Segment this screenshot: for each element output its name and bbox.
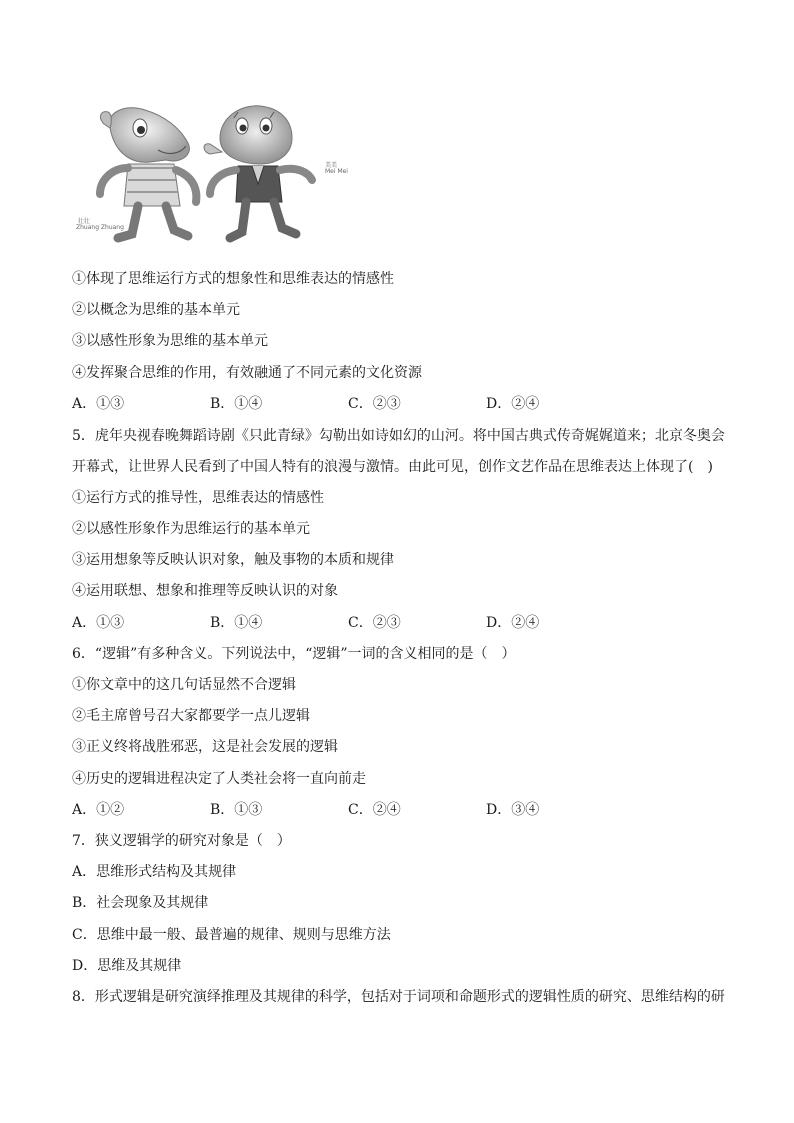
q7-option-b[interactable]: B．社会现象及其规律 xyxy=(72,895,209,911)
mascot-left-pinyin: Zhuang Zhuang xyxy=(76,224,124,231)
q4-option-c[interactable]: C．②③ xyxy=(348,396,401,412)
q5-stem-line2: 开幕式，让世界人民看到了中国人特有的浪漫与激情。由此可见，创作文艺作品在思维表达上体现了( ) xyxy=(72,459,713,475)
q5-option-c[interactable]: C．②③ xyxy=(348,615,401,631)
mascot-right-label: 美美 xyxy=(325,162,338,169)
q6-option-c[interactable]: C．②④ xyxy=(348,802,401,818)
q6-option-d[interactable]: D．③④ xyxy=(486,802,540,818)
q7-option-c[interactable]: C．思维中最一般、最普遍的规律、规则与思维方法 xyxy=(72,927,391,943)
q5-item-2: ②以感性形象作为思维运行的基本单元 xyxy=(72,521,310,537)
q4-option-d[interactable]: D．②④ xyxy=(486,396,540,412)
q6-stem: 6．“逻辑”有多种含义。下列说法中，“逻辑”一词的含义相同的是（ ） xyxy=(72,646,516,662)
q5-option-b[interactable]: B．①④ xyxy=(210,615,263,631)
q7-option-d[interactable]: D．思维及其规律 xyxy=(72,958,182,974)
q6-item-4: ④历史的逻辑进程决定了人类社会将一直向前走 xyxy=(72,771,366,787)
q5-option-a[interactable]: A．①③ xyxy=(72,615,125,631)
q4-item-3: ③以感性形象为思维的基本单元 xyxy=(72,333,268,349)
q5-item-3: ③运用想象等反映认识对象，触及事物的本质和规律 xyxy=(72,552,394,568)
q7-option-a[interactable]: A．思维形式结构及其规律 xyxy=(72,864,237,880)
q5-item-1: ①运行方式的推导性，思维表达的情感性 xyxy=(72,490,324,506)
q4-option-b[interactable]: B．①④ xyxy=(210,396,263,412)
q7-stem: 7．狭义逻辑学的研究对象是（ ） xyxy=(72,833,291,849)
q4-item-1: ①体现了思维运行方式的想象性和思维表达的情感性 xyxy=(72,271,394,287)
q4-item-4: ④发挥聚合思维的作用，有效融通了不同元素的文化资源 xyxy=(72,365,422,381)
q5-item-4: ④运用联想、想象和推理等反映认识的对象 xyxy=(72,583,338,599)
q6-item-1: ①你文章中的这几句话显然不合逻辑 xyxy=(72,677,296,693)
q6-option-b[interactable]: B．①③ xyxy=(210,802,263,818)
q4-option-a[interactable]: A．①③ xyxy=(72,396,125,412)
q6-item-2: ②毛主席曾号召大家都要学一点儿逻辑 xyxy=(72,708,310,724)
q6-option-a[interactable]: A．①② xyxy=(72,802,125,818)
mascot-right-pinyin: Mei Mei xyxy=(325,168,348,175)
q6-item-3: ③正义终将战胜邪恶，这是社会发展的逻辑 xyxy=(72,739,338,755)
mascot-left-label: 壮壮 xyxy=(78,218,91,225)
q8-stem-line1: 8．形式逻辑是研究演绎推理及其规律的科学，包括对于词项和命题形式的逻辑性质的研究、思维结构的研 xyxy=(72,989,725,1005)
q4-item-2: ②以概念为思维的基本单元 xyxy=(72,302,240,318)
mascot-right xyxy=(204,106,312,238)
q5-stem-line1: 5．虎年央视春晚舞蹈诗剧《只此青绿》勾勒出如诗如幻的山河。将中国古典式传奇娓娓道来；北京冬奥会 xyxy=(72,428,725,444)
mascot-left xyxy=(100,108,196,238)
q5-option-d[interactable]: D．②④ xyxy=(486,615,540,631)
